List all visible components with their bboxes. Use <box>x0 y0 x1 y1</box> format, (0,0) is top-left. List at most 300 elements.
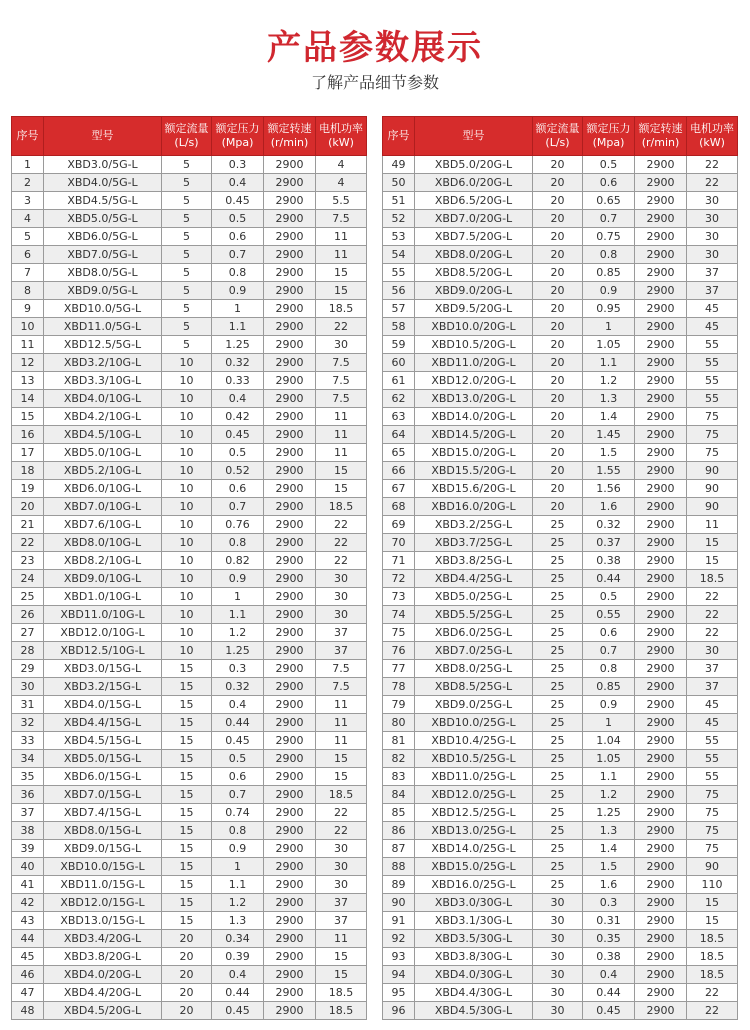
cell-index: 88 <box>383 858 415 876</box>
cell-flow: 10 <box>162 426 212 444</box>
cell-flow: 15 <box>162 912 212 930</box>
cell-pressure: 1.25 <box>583 804 635 822</box>
cell-index: 74 <box>383 606 415 624</box>
cell-index: 94 <box>383 966 415 984</box>
cell-pressure: 0.5 <box>212 444 264 462</box>
cell-speed: 2900 <box>635 390 687 408</box>
cell-power: 75 <box>687 408 738 426</box>
cell-power: 18.5 <box>687 930 738 948</box>
cell-speed: 2900 <box>264 678 316 696</box>
cell-speed: 2900 <box>264 192 316 210</box>
header-power: 电机功率 (kW) <box>316 117 367 156</box>
table-row <box>12 660 367 678</box>
cell-flow: 5 <box>162 246 212 264</box>
cell-model: XBD9.0/10G-L <box>44 570 162 588</box>
cell-speed: 2900 <box>264 984 316 1002</box>
cell-pressure: 0.45 <box>212 1002 264 1020</box>
cell-flow: 5 <box>162 210 212 228</box>
table-row <box>383 876 738 894</box>
cell-power: 90 <box>687 480 738 498</box>
cell-speed: 2900 <box>264 264 316 282</box>
cell-flow: 20 <box>533 426 583 444</box>
cell-pressure: 0.45 <box>212 426 264 444</box>
cell-model: XBD3.2/25G-L <box>415 516 533 534</box>
cell-pressure: 0.8 <box>583 660 635 678</box>
cell-index: 58 <box>383 318 415 336</box>
cell-power: 18.5 <box>316 1002 367 1020</box>
cell-flow: 10 <box>162 570 212 588</box>
cell-speed: 2900 <box>264 570 316 588</box>
cell-index: 87 <box>383 840 415 858</box>
cell-pressure: 0.9 <box>212 840 264 858</box>
cell-index: 91 <box>383 912 415 930</box>
cell-power: 22 <box>687 606 738 624</box>
cell-index: 90 <box>383 894 415 912</box>
cell-pressure: 0.6 <box>583 624 635 642</box>
cell-model: XBD8.0/25G-L <box>415 660 533 678</box>
cell-speed: 2900 <box>635 660 687 678</box>
header-speed: 额定转速 (r/min) <box>264 117 316 156</box>
cell-flow: 15 <box>162 894 212 912</box>
cell-flow: 5 <box>162 228 212 246</box>
table-row <box>383 228 738 246</box>
cell-speed: 2900 <box>264 804 316 822</box>
cell-speed: 2900 <box>635 210 687 228</box>
cell-power: 30 <box>316 588 367 606</box>
cell-index: 92 <box>383 930 415 948</box>
cell-model: XBD15.0/20G-L <box>415 444 533 462</box>
cell-power: 110 <box>687 876 738 894</box>
cell-power: 22 <box>687 624 738 642</box>
cell-power: 11 <box>316 732 367 750</box>
cell-model: XBD3.4/20G-L <box>44 930 162 948</box>
cell-pressure: 0.7 <box>583 642 635 660</box>
cell-speed: 2900 <box>264 1002 316 1020</box>
cell-speed: 2900 <box>264 786 316 804</box>
cell-speed: 2900 <box>264 282 316 300</box>
cell-index: 23 <box>12 552 44 570</box>
cell-pressure: 1.6 <box>583 498 635 516</box>
cell-speed: 2900 <box>264 408 316 426</box>
cell-flow: 20 <box>162 1002 212 1020</box>
cell-pressure: 1.56 <box>583 480 635 498</box>
cell-power: 11 <box>316 714 367 732</box>
cell-flow: 10 <box>162 516 212 534</box>
cell-power: 11 <box>316 444 367 462</box>
cell-flow: 10 <box>162 624 212 642</box>
cell-flow: 10 <box>162 588 212 606</box>
cell-index: 46 <box>12 966 44 984</box>
cell-speed: 2900 <box>635 264 687 282</box>
cell-power: 7.5 <box>316 660 367 678</box>
table-row <box>383 426 738 444</box>
cell-index: 84 <box>383 786 415 804</box>
cell-flow: 10 <box>162 552 212 570</box>
cell-model: XBD5.0/5G-L <box>44 210 162 228</box>
cell-flow: 25 <box>533 696 583 714</box>
cell-pressure: 1.4 <box>583 840 635 858</box>
table-row <box>383 948 738 966</box>
cell-speed: 2900 <box>264 876 316 894</box>
cell-speed: 2900 <box>264 696 316 714</box>
table-row <box>383 894 738 912</box>
table-row <box>12 984 367 1002</box>
cell-flow: 5 <box>162 282 212 300</box>
table-row <box>383 804 738 822</box>
cell-index: 27 <box>12 624 44 642</box>
cell-index: 73 <box>383 588 415 606</box>
table-row <box>12 822 367 840</box>
cell-pressure: 0.44 <box>212 984 264 1002</box>
table-row <box>12 354 367 372</box>
cell-power: 18.5 <box>687 570 738 588</box>
cell-speed: 2900 <box>635 588 687 606</box>
cell-power: 5.5 <box>316 192 367 210</box>
table-row <box>12 264 367 282</box>
table-row <box>383 300 738 318</box>
cell-flow: 15 <box>162 876 212 894</box>
cell-power: 4 <box>316 156 367 174</box>
table-row <box>12 246 367 264</box>
cell-pressure: 0.8 <box>212 264 264 282</box>
cell-pressure: 1.1 <box>212 876 264 894</box>
cell-flow: 15 <box>162 732 212 750</box>
cell-speed: 2900 <box>635 642 687 660</box>
cell-model: XBD6.0/5G-L <box>44 228 162 246</box>
cell-speed: 2900 <box>264 966 316 984</box>
cell-index: 43 <box>12 912 44 930</box>
cell-pressure: 1.2 <box>212 624 264 642</box>
cell-flow: 25 <box>533 750 583 768</box>
cell-model: XBD6.0/10G-L <box>44 480 162 498</box>
cell-power: 30 <box>687 228 738 246</box>
cell-flow: 25 <box>533 822 583 840</box>
cell-index: 78 <box>383 678 415 696</box>
cell-flow: 15 <box>162 678 212 696</box>
cell-model: XBD7.0/5G-L <box>44 246 162 264</box>
cell-power: 7.5 <box>316 210 367 228</box>
cell-model: XBD5.0/15G-L <box>44 750 162 768</box>
table-row <box>383 606 738 624</box>
table-row <box>12 174 367 192</box>
cell-pressure: 0.7 <box>583 210 635 228</box>
cell-pressure: 1.05 <box>583 750 635 768</box>
cell-speed: 2900 <box>635 732 687 750</box>
cell-model: XBD12.5/10G-L <box>44 642 162 660</box>
cell-flow: 30 <box>533 966 583 984</box>
cell-pressure: 0.76 <box>212 516 264 534</box>
cell-model: XBD10.5/20G-L <box>415 336 533 354</box>
cell-model: XBD4.5/15G-L <box>44 732 162 750</box>
cell-power: 15 <box>687 912 738 930</box>
cell-speed: 2900 <box>635 516 687 534</box>
table-row <box>383 930 738 948</box>
cell-flow: 10 <box>162 480 212 498</box>
cell-model: XBD4.0/15G-L <box>44 696 162 714</box>
cell-flow: 20 <box>533 318 583 336</box>
cell-pressure: 0.8 <box>212 534 264 552</box>
cell-index: 40 <box>12 858 44 876</box>
cell-model: XBD4.0/30G-L <box>415 966 533 984</box>
cell-flow: 25 <box>533 660 583 678</box>
cell-speed: 2900 <box>635 444 687 462</box>
cell-model: XBD10.0/15G-L <box>44 858 162 876</box>
cell-pressure: 0.7 <box>212 498 264 516</box>
page-title: 产品参数展示 <box>267 28 483 68</box>
cell-speed: 2900 <box>264 372 316 390</box>
cell-index: 2 <box>12 174 44 192</box>
cell-pressure: 0.4 <box>212 390 264 408</box>
cell-pressure: 0.38 <box>583 948 635 966</box>
cell-index: 31 <box>12 696 44 714</box>
cell-speed: 2900 <box>635 678 687 696</box>
cell-index: 59 <box>383 336 415 354</box>
cell-pressure: 1.2 <box>583 786 635 804</box>
cell-power: 30 <box>687 210 738 228</box>
cell-flow: 30 <box>533 912 583 930</box>
cell-power: 55 <box>687 336 738 354</box>
cell-flow: 20 <box>533 264 583 282</box>
cell-flow: 25 <box>533 858 583 876</box>
table-row <box>12 714 367 732</box>
cell-model: XBD7.0/10G-L <box>44 498 162 516</box>
cell-speed: 2900 <box>635 426 687 444</box>
cell-model: XBD8.0/20G-L <box>415 246 533 264</box>
cell-model: XBD8.5/20G-L <box>415 264 533 282</box>
cell-pressure: 1.04 <box>583 732 635 750</box>
cell-model: XBD10.0/20G-L <box>415 318 533 336</box>
header-flow: 额定流量 (L/s) <box>533 117 583 156</box>
cell-speed: 2900 <box>635 948 687 966</box>
cell-speed: 2900 <box>635 714 687 732</box>
cell-model: XBD12.0/25G-L <box>415 786 533 804</box>
cell-power: 22 <box>687 984 738 1002</box>
cell-power: 11 <box>316 228 367 246</box>
cell-flow: 25 <box>533 534 583 552</box>
cell-model: XBD8.0/10G-L <box>44 534 162 552</box>
cell-flow: 5 <box>162 318 212 336</box>
cell-speed: 2900 <box>635 570 687 588</box>
cell-index: 3 <box>12 192 44 210</box>
cell-speed: 2900 <box>264 768 316 786</box>
page-subtitle: 了解产品细节参数 <box>310 73 439 92</box>
cell-power: 55 <box>687 372 738 390</box>
cell-power: 30 <box>316 336 367 354</box>
cell-speed: 2900 <box>264 156 316 174</box>
cell-pressure: 1.6 <box>583 876 635 894</box>
cell-model: XBD12.0/20G-L <box>415 372 533 390</box>
cell-power: 90 <box>687 858 738 876</box>
cell-flow: 5 <box>162 192 212 210</box>
cell-power: 7.5 <box>316 372 367 390</box>
cell-pressure: 0.8 <box>212 822 264 840</box>
cell-speed: 2900 <box>264 552 316 570</box>
cell-flow: 20 <box>533 480 583 498</box>
cell-speed: 2900 <box>635 858 687 876</box>
cell-flow: 10 <box>162 444 212 462</box>
cell-flow: 25 <box>533 606 583 624</box>
cell-model: XBD12.0/15G-L <box>44 894 162 912</box>
cell-flow: 25 <box>533 678 583 696</box>
cell-power: 15 <box>316 282 367 300</box>
cell-flow: 20 <box>162 948 212 966</box>
cell-model: XBD4.0/20G-L <box>44 966 162 984</box>
cell-pressure: 1.3 <box>583 822 635 840</box>
cell-index: 83 <box>383 768 415 786</box>
cell-model: XBD7.0/25G-L <box>415 642 533 660</box>
cell-flow: 5 <box>162 156 212 174</box>
cell-model: XBD4.4/20G-L <box>44 984 162 1002</box>
cell-speed: 2900 <box>264 390 316 408</box>
cell-model: XBD15.0/25G-L <box>415 858 533 876</box>
cell-model: XBD11.0/20G-L <box>415 354 533 372</box>
cell-pressure: 1.2 <box>583 372 635 390</box>
cell-speed: 2900 <box>264 624 316 642</box>
table-row <box>383 966 738 984</box>
cell-power: 22 <box>316 552 367 570</box>
table-row <box>12 300 367 318</box>
cell-index: 60 <box>383 354 415 372</box>
cell-flow: 20 <box>533 390 583 408</box>
table-row <box>383 732 738 750</box>
cell-speed: 2900 <box>635 192 687 210</box>
cell-power: 75 <box>687 804 738 822</box>
table-row <box>12 804 367 822</box>
cell-index: 69 <box>383 516 415 534</box>
table-row <box>12 210 367 228</box>
cell-flow: 25 <box>533 642 583 660</box>
cell-pressure: 0.32 <box>212 678 264 696</box>
cell-speed: 2900 <box>264 858 316 876</box>
cell-speed: 2900 <box>264 930 316 948</box>
cell-index: 72 <box>383 570 415 588</box>
cell-flow: 20 <box>533 282 583 300</box>
table-row <box>383 660 738 678</box>
cell-model: XBD11.0/25G-L <box>415 768 533 786</box>
table-row <box>383 390 738 408</box>
cell-flow: 25 <box>533 786 583 804</box>
cell-flow: 15 <box>162 786 212 804</box>
cell-model: XBD3.0/30G-L <box>415 894 533 912</box>
cell-power: 30 <box>316 570 367 588</box>
cell-speed: 2900 <box>264 732 316 750</box>
table-row <box>12 732 367 750</box>
cell-pressure: 0.9 <box>583 696 635 714</box>
cell-speed: 2900 <box>635 768 687 786</box>
cell-pressure: 0.45 <box>583 1002 635 1020</box>
table-row <box>383 570 738 588</box>
cell-speed: 2900 <box>635 318 687 336</box>
cell-model: XBD4.5/30G-L <box>415 1002 533 1020</box>
cell-speed: 2900 <box>635 228 687 246</box>
table-row <box>383 912 738 930</box>
cell-index: 6 <box>12 246 44 264</box>
header-pressure: 额定压力 (Mpa) <box>212 117 264 156</box>
cell-speed: 2900 <box>635 156 687 174</box>
table-header-row <box>12 117 367 156</box>
cell-index: 41 <box>12 876 44 894</box>
cell-pressure: 1.05 <box>583 336 635 354</box>
cell-index: 34 <box>12 750 44 768</box>
cell-flow: 30 <box>533 1002 583 1020</box>
table-row <box>12 750 367 768</box>
cell-model: XBD16.0/20G-L <box>415 498 533 516</box>
cell-model: XBD12.5/5G-L <box>44 336 162 354</box>
cell-speed: 2900 <box>635 282 687 300</box>
cell-flow: 25 <box>533 840 583 858</box>
cell-power: 30 <box>316 606 367 624</box>
table-row <box>383 786 738 804</box>
cell-pressure: 0.7 <box>212 246 264 264</box>
table-row <box>383 246 738 264</box>
cell-index: 68 <box>383 498 415 516</box>
cell-model: XBD9.0/20G-L <box>415 282 533 300</box>
cell-speed: 2900 <box>264 354 316 372</box>
cell-power: 22 <box>687 1002 738 1020</box>
table-row <box>12 606 367 624</box>
cell-index: 77 <box>383 660 415 678</box>
header-model: 型号 <box>415 117 533 156</box>
cell-speed: 2900 <box>635 840 687 858</box>
cell-pressure: 0.45 <box>212 732 264 750</box>
cell-pressure: 0.44 <box>212 714 264 732</box>
cell-index: 95 <box>383 984 415 1002</box>
cell-power: 22 <box>316 534 367 552</box>
cell-pressure: 0.65 <box>583 192 635 210</box>
cell-pressure: 0.9 <box>212 570 264 588</box>
cell-flow: 10 <box>162 354 212 372</box>
cell-flow: 25 <box>533 732 583 750</box>
cell-flow: 20 <box>533 246 583 264</box>
cell-model: XBD9.5/20G-L <box>415 300 533 318</box>
cell-index: 5 <box>12 228 44 246</box>
cell-flow: 20 <box>533 174 583 192</box>
cell-index: 12 <box>12 354 44 372</box>
cell-model: XBD6.0/25G-L <box>415 624 533 642</box>
table-row <box>383 282 738 300</box>
cell-flow: 25 <box>533 624 583 642</box>
cell-flow: 10 <box>162 534 212 552</box>
table-row <box>383 192 738 210</box>
cell-pressure: 1.5 <box>583 444 635 462</box>
cell-index: 26 <box>12 606 44 624</box>
cell-index: 96 <box>383 1002 415 1020</box>
cell-index: 9 <box>12 300 44 318</box>
cell-power: 18.5 <box>316 786 367 804</box>
cell-speed: 2900 <box>635 786 687 804</box>
cell-power: 37 <box>687 282 738 300</box>
cell-speed: 2900 <box>264 228 316 246</box>
cell-index: 75 <box>383 624 415 642</box>
cell-power: 37 <box>316 624 367 642</box>
cell-power: 90 <box>687 498 738 516</box>
table-row <box>383 354 738 372</box>
cell-pressure: 0.31 <box>583 912 635 930</box>
cell-speed: 2900 <box>264 480 316 498</box>
cell-pressure: 1 <box>583 714 635 732</box>
cell-model: XBD8.0/15G-L <box>44 822 162 840</box>
cell-pressure: 0.39 <box>212 948 264 966</box>
table-row <box>12 696 367 714</box>
cell-model: XBD10.0/25G-L <box>415 714 533 732</box>
cell-model: XBD3.1/30G-L <box>415 912 533 930</box>
cell-power: 55 <box>687 354 738 372</box>
cell-flow: 25 <box>533 552 583 570</box>
cell-power: 45 <box>687 714 738 732</box>
cell-model: XBD4.0/5G-L <box>44 174 162 192</box>
cell-speed: 2900 <box>264 948 316 966</box>
cell-index: 65 <box>383 444 415 462</box>
